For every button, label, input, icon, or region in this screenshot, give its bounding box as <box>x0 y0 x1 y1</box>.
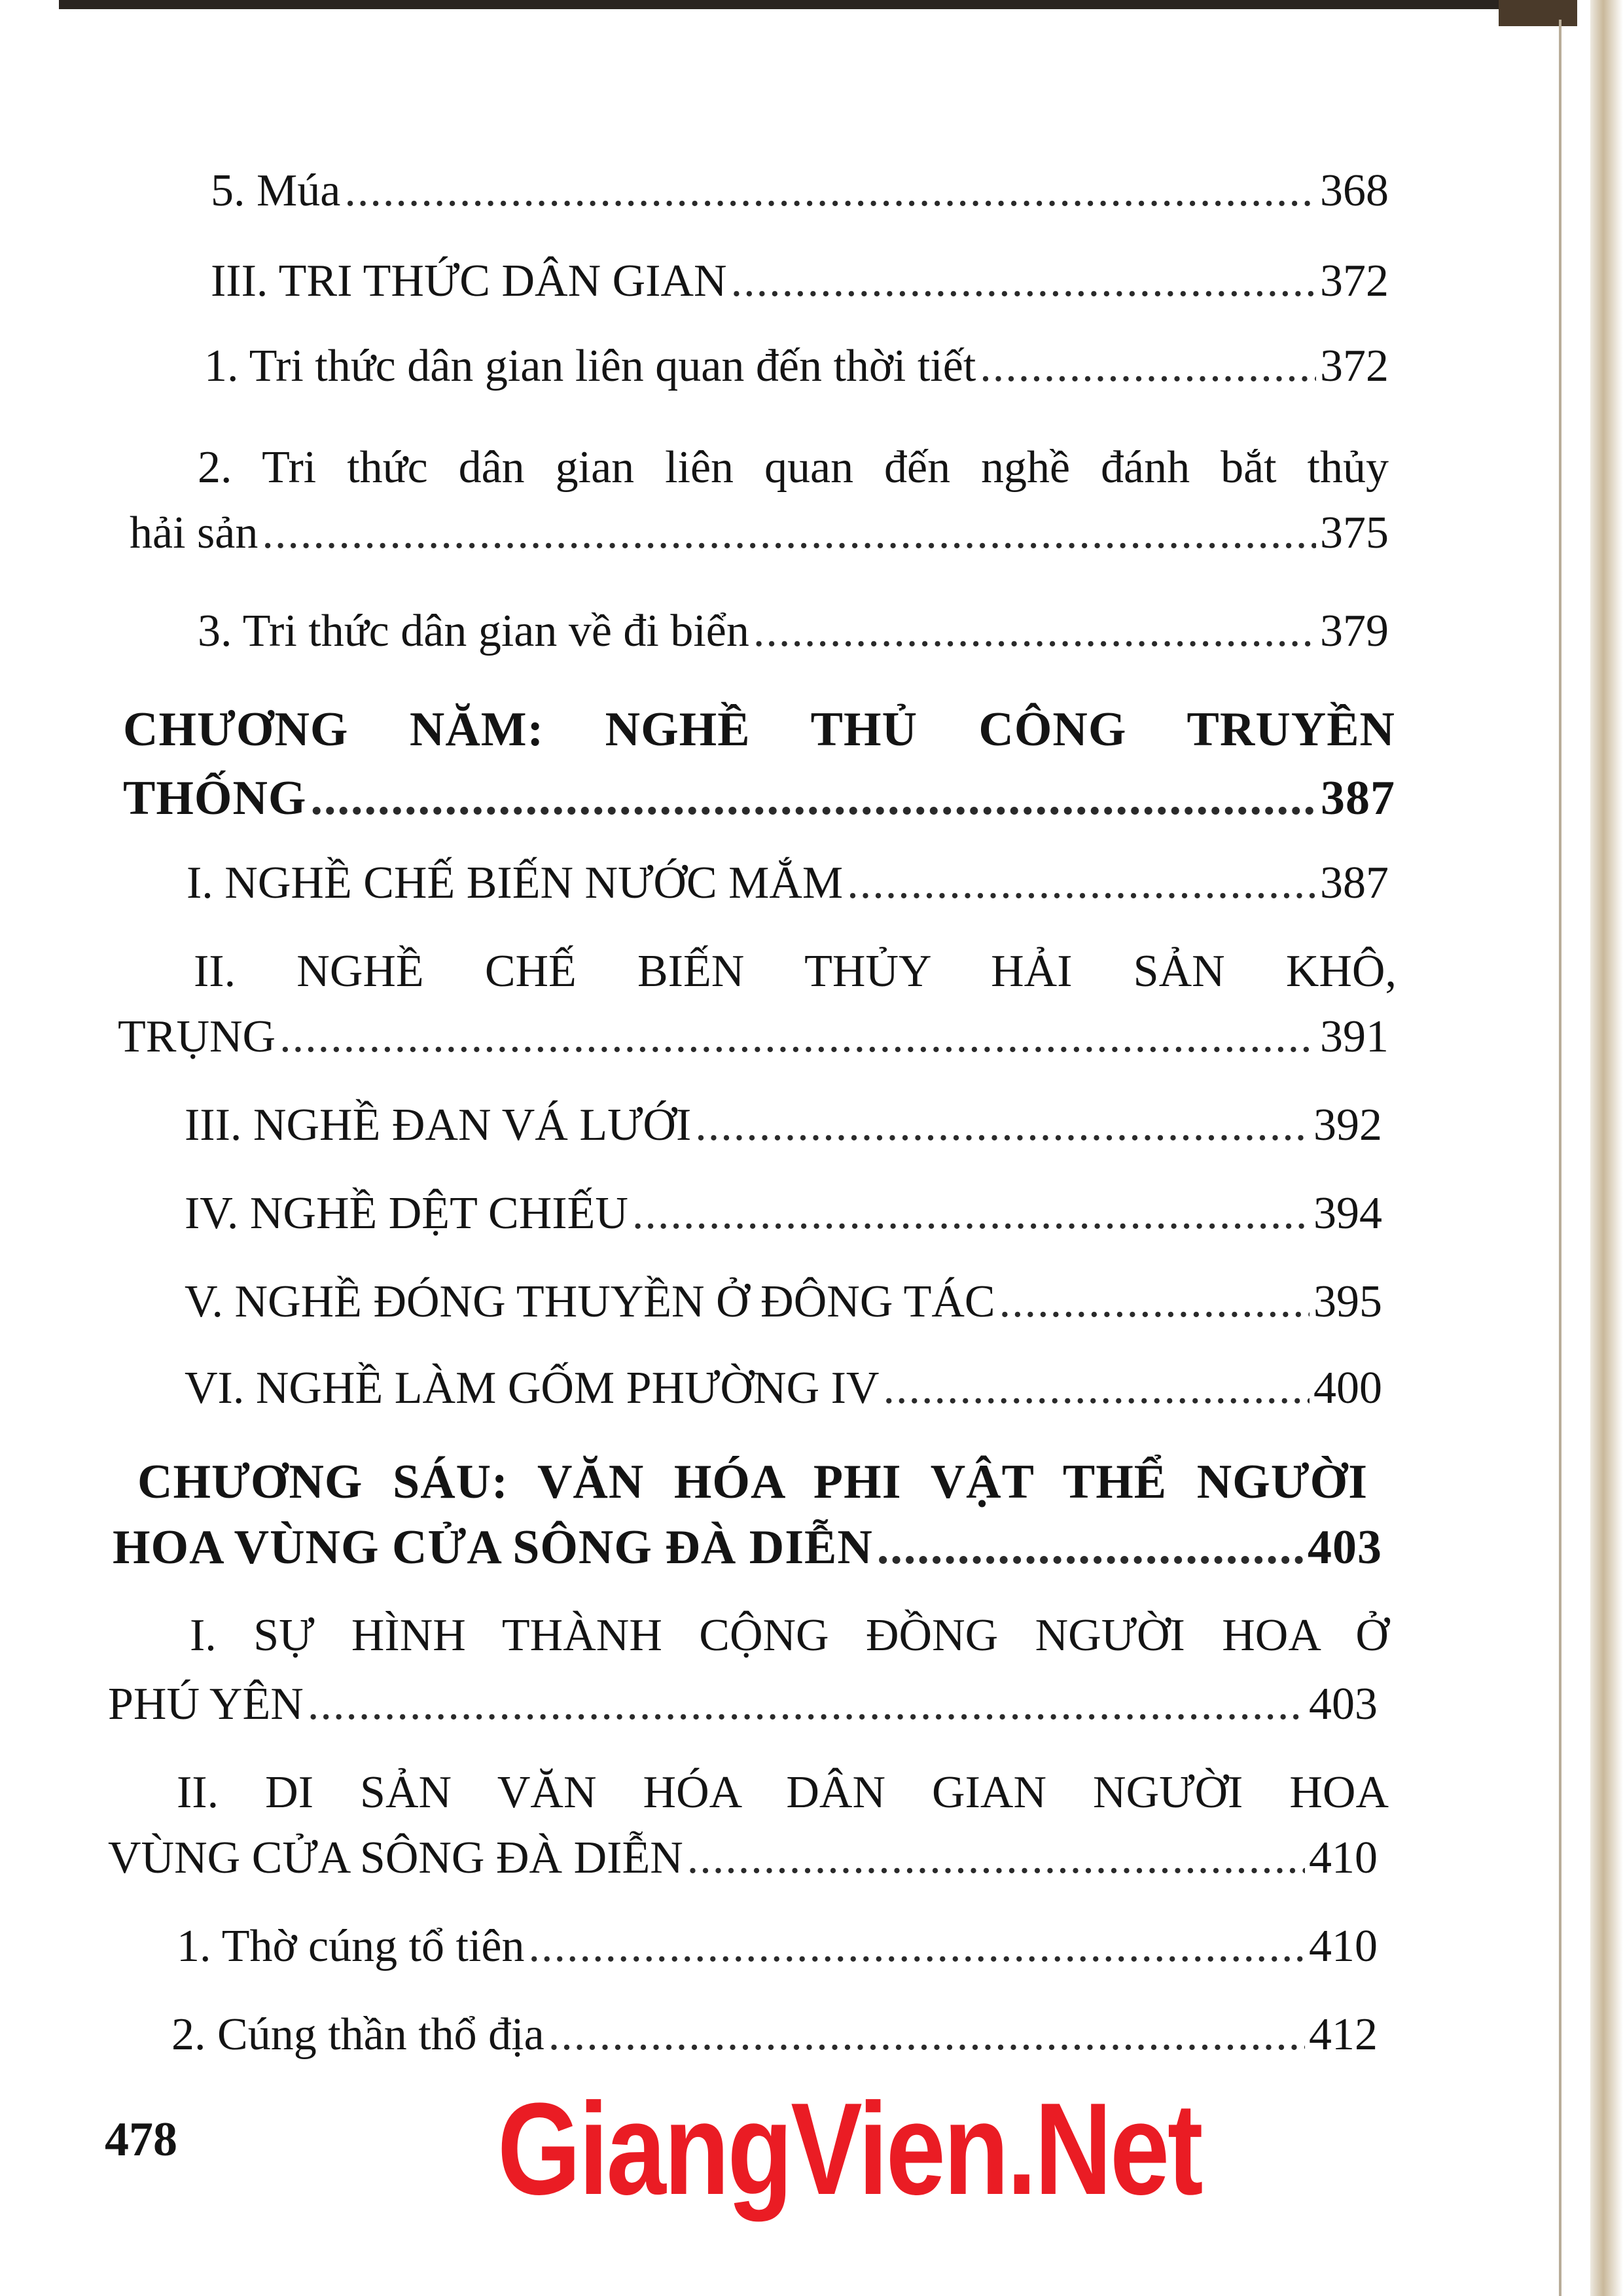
toc-entry <box>204 334 1389 399</box>
toc-page-number: 412 <box>1309 2009 1378 2060</box>
toc-leader-dots <box>883 1356 1310 1421</box>
toc-page-number: 410 <box>1309 1833 1378 1883</box>
toc-entry <box>123 766 1395 831</box>
toc-entry-title: V. NGHỀ ĐÓNG THUYỀN Ở ĐÔNG TÁC <box>185 1277 995 1327</box>
toc-entry <box>211 158 1389 224</box>
toc-leader-dots <box>308 1672 1305 1737</box>
toc-entry <box>185 1356 1382 1421</box>
toc-entry <box>211 249 1389 314</box>
toc-page-number: 379 <box>1320 606 1389 656</box>
toc-entry-line1: I. SỰ HÌNH THÀNH CỘNG ĐỒNG NGƯỜI HOA Ở <box>190 1610 1389 1661</box>
toc-page-number: 403 <box>1309 1679 1378 1729</box>
page-number: 478 <box>105 2113 177 2166</box>
toc-page-number: 410 <box>1309 1921 1378 1971</box>
toc-entry-title: III. NGHỀ ĐAN VÁ LƯỚI <box>185 1100 692 1150</box>
toc-entry <box>108 1672 1378 1737</box>
toc-leader-dots <box>999 1269 1310 1335</box>
chapter-heading-line1: CHƯƠNG NĂM: NGHỀ THỦ CÔNG TRUYỀN <box>123 703 1395 756</box>
toc-entry <box>130 501 1389 566</box>
toc-entry-title: 3. Tri thức dân gian về đi biển <box>198 606 749 656</box>
toc-page-number: 387 <box>1320 858 1389 908</box>
toc-entry <box>113 1515 1382 1580</box>
watermark: GiangVien.Net <box>497 2076 1202 2222</box>
toc-entry-title: TRỤNG <box>118 1012 276 1062</box>
toc-entry-title: VI. NGHỀ LÀM GỐM PHƯỜNG IV <box>185 1363 880 1413</box>
toc-page-number: 368 <box>1320 166 1389 216</box>
toc-entry-line1: II. NGHỀ CHẾ BIẾN THỦY HẢI SẢN KHÔ, <box>194 946 1397 997</box>
toc-leader-dots <box>687 1826 1305 1891</box>
toc-entry <box>198 599 1389 664</box>
toc-page-number: 392 <box>1313 1100 1382 1150</box>
toc-page-number: 403 <box>1308 1521 1382 1574</box>
toc-leader-dots <box>529 1914 1306 1979</box>
toc-entry <box>177 1914 1378 1979</box>
toc-leader-dots <box>695 1093 1310 1158</box>
chapter-heading-line1: CHƯƠNG SÁU: VĂN HÓA PHI VẬT THỂ NGƯỜI <box>137 1455 1368 1509</box>
toc-entry-title: I. NGHỀ CHẾ BIẾN NƯỚC MẮM <box>187 858 844 908</box>
toc-entry-title: THỐNG <box>123 771 307 825</box>
toc-leader-dots <box>279 1004 1316 1070</box>
toc-entry-line1: 2. Tri thức dân gian liên quan đến nghề đánh bắt thủy <box>198 442 1389 493</box>
toc-leader-dots <box>847 851 1316 916</box>
toc-leader-dots <box>344 158 1316 224</box>
toc-entry-title: 1. Tri thức dân gian liên quan đến thời tiết <box>204 341 976 391</box>
toc-entry <box>185 1093 1382 1158</box>
toc-leader-dots <box>753 599 1316 664</box>
toc-page-number: 400 <box>1313 1363 1382 1413</box>
toc-leader-dots <box>980 334 1316 399</box>
toc-entry <box>171 2002 1378 2068</box>
toc-entry-title: PHÚ YÊN <box>108 1679 304 1729</box>
toc-leader-dots <box>731 249 1316 314</box>
toc-entry-title: 5. Múa <box>211 166 341 216</box>
toc-entry-title: 1. Thờ cúng tổ tiên <box>177 1921 525 1971</box>
toc-leader-dots <box>632 1181 1310 1246</box>
toc-leader-dots <box>262 501 1316 566</box>
toc-entry-title: hải sản <box>130 508 259 558</box>
toc-entry <box>185 1181 1382 1246</box>
toc-page-number: 387 <box>1321 771 1395 825</box>
toc-entry <box>185 1269 1382 1335</box>
toc-page-number: 391 <box>1320 1012 1389 1062</box>
toc-entry-title: 2. Cúng thần thổ địa <box>171 2009 544 2060</box>
toc-entry <box>108 1826 1378 1891</box>
toc-entry <box>118 1004 1389 1070</box>
toc-page-number: 394 <box>1313 1188 1382 1239</box>
toc-leader-dots <box>310 766 1317 831</box>
toc-entry-title: HOA VÙNG CỬA SÔNG ĐÀ DIỄN <box>113 1521 873 1574</box>
toc-entry-line1: II. DI SẢN VĂN HÓA DÂN GIAN NGƯỜI HOA <box>177 1767 1389 1818</box>
toc-page-number: 395 <box>1313 1277 1382 1327</box>
toc-page-number: 372 <box>1320 256 1389 306</box>
toc-entry-title: III. TRI THỨC DÂN GIAN <box>211 256 727 306</box>
toc-leader-dots <box>877 1515 1304 1580</box>
toc-leader-dots <box>548 2002 1305 2068</box>
toc-entry <box>187 851 1389 916</box>
toc-entry-title: VÙNG CỬA SÔNG ĐÀ DIỄN <box>108 1833 683 1883</box>
toc-page-number: 372 <box>1320 341 1389 391</box>
toc-entry-title: IV. NGHỀ DỆT CHIẾU <box>185 1188 628 1239</box>
toc-page-number: 375 <box>1320 508 1389 558</box>
